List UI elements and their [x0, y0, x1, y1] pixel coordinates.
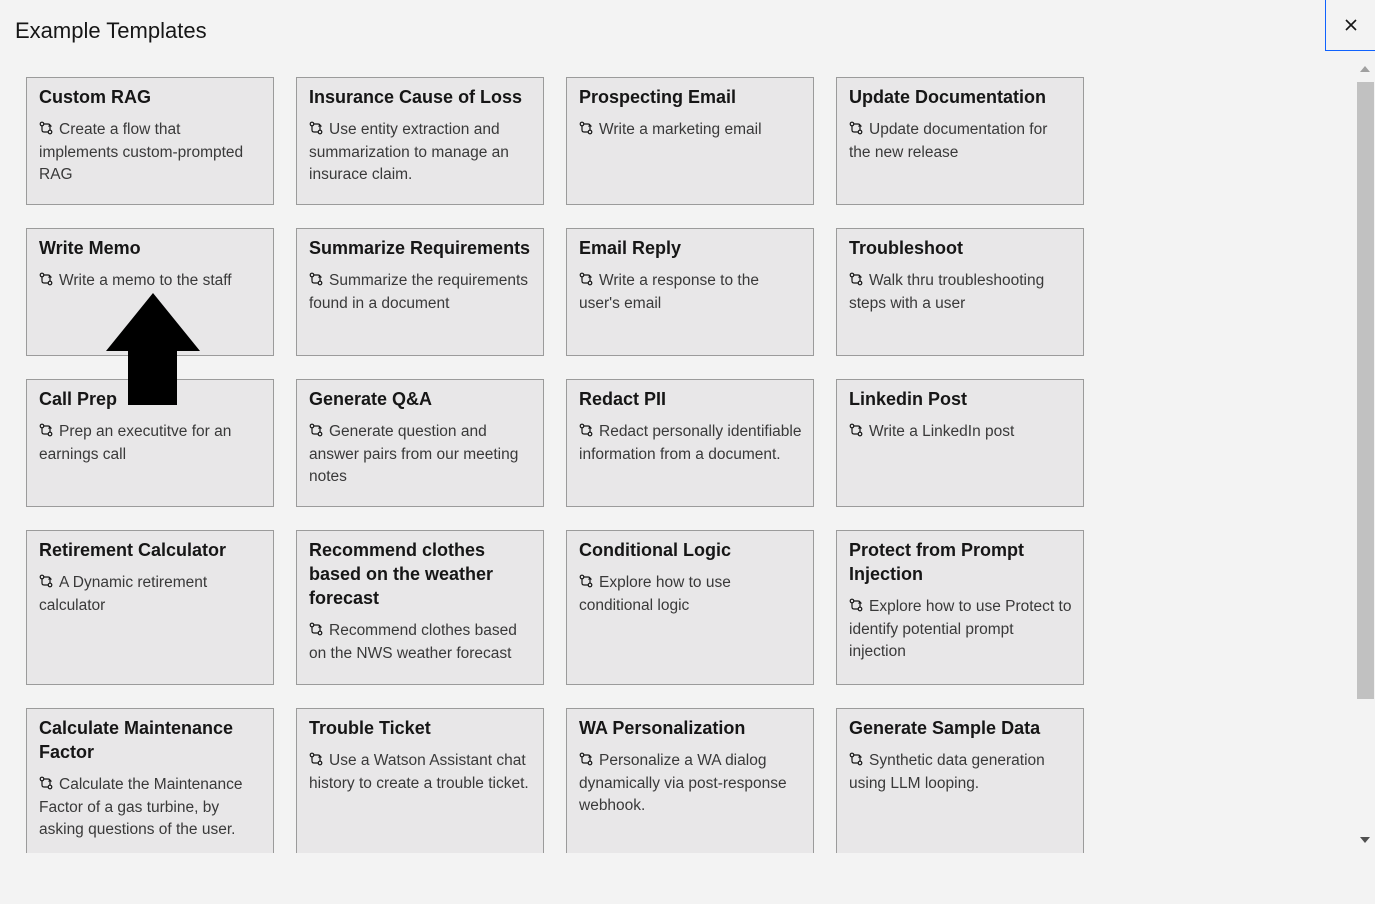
template-card-description-text: Personalize a WA dialog dynamically via post-response webhook.	[579, 752, 787, 814]
template-card-description-text: Write a LinkedIn post	[869, 423, 1015, 440]
flow-icon	[579, 752, 593, 766]
template-card-description-text: Redact personally identifiable information from a document.	[579, 423, 802, 463]
flow-icon	[39, 423, 53, 437]
template-card-description	[849, 596, 1072, 664]
template-card-description	[579, 572, 802, 617]
flow-icon	[849, 752, 863, 766]
template-card-title: Generate Sample Data	[849, 718, 1041, 738]
template-card-title: Recommend clothes based on the weather forecast	[309, 540, 494, 608]
template-card-16[interactable]	[26, 708, 274, 853]
template-card-title: Prospecting Email	[579, 87, 737, 107]
template-card-title: WA Personalization	[579, 718, 746, 738]
flow-icon	[309, 272, 323, 286]
template-card-description	[309, 620, 532, 665]
template-card-title: Update Documentation	[849, 87, 1047, 107]
template-card-description	[579, 421, 802, 466]
close-icon	[1344, 18, 1358, 32]
template-card-description-text: Create a flow that implements custom-prompted RAG	[39, 121, 244, 183]
template-card-description	[309, 119, 532, 187]
chevron-down-icon	[1360, 837, 1370, 843]
up-arrow-icon	[104, 291, 202, 407]
template-card-description-text: Explore how to use conditional logic	[579, 574, 731, 614]
vertical-scrollbar[interactable]	[1355, 60, 1375, 853]
flow-icon	[579, 272, 593, 286]
flow-icon	[39, 574, 53, 588]
template-card-description-text: Summarize the requirements found in a document	[309, 272, 528, 312]
template-card-7[interactable]	[836, 228, 1084, 356]
template-card-18[interactable]	[566, 708, 814, 853]
template-card-10[interactable]	[566, 379, 814, 507]
template-card-6[interactable]	[566, 228, 814, 356]
template-card-title: Generate Q&A	[309, 389, 433, 409]
templates-scroll-area	[0, 60, 1355, 853]
flow-icon	[849, 121, 863, 135]
template-card-title: Custom RAG	[39, 87, 151, 107]
flow-icon	[849, 598, 863, 612]
flow-icon	[579, 574, 593, 588]
template-card-5[interactable]	[296, 228, 544, 356]
flow-icon	[849, 272, 863, 286]
template-card-description	[39, 119, 262, 187]
template-card-description	[309, 750, 532, 795]
template-card-description-text: Generate question and answer pairs from our meeting notes	[309, 423, 519, 485]
flow-icon	[39, 272, 53, 286]
template-card-title: Calculate Maintenance Factor	[39, 718, 234, 762]
template-card-title: Insurance Cause of Loss	[309, 87, 523, 107]
template-card-description	[849, 421, 1072, 444]
template-card-description-text: Prep an executitve for an earnings call	[39, 423, 232, 463]
template-card-12[interactable]	[26, 530, 274, 685]
template-card-2[interactable]	[566, 77, 814, 205]
scroll-down-button[interactable]	[1355, 831, 1375, 849]
template-card-title: Write Memo	[39, 238, 141, 258]
template-card-description-text: Write a marketing email	[599, 121, 762, 138]
template-card-19[interactable]	[836, 708, 1084, 853]
chevron-up-icon	[1360, 66, 1370, 72]
template-card-description	[39, 774, 262, 842]
template-card-description	[309, 421, 532, 489]
template-card-13[interactable]	[296, 530, 544, 685]
template-card-title: Email Reply	[579, 238, 682, 258]
template-card-title: Summarize Requirements	[309, 238, 531, 258]
close-button[interactable]	[1325, 0, 1375, 51]
template-card-description	[39, 572, 262, 617]
template-card-1[interactable]	[296, 77, 544, 205]
flow-icon	[579, 121, 593, 135]
template-card-0[interactable]	[26, 77, 274, 205]
template-card-description-text: Use a Watson Assistant chat history to create a trouble ticket.	[309, 752, 529, 792]
flow-icon	[39, 121, 53, 135]
flow-icon	[309, 752, 323, 766]
template-card-description	[579, 270, 802, 315]
template-card-description	[849, 270, 1072, 315]
template-card-description	[849, 119, 1072, 164]
template-card-description	[309, 270, 532, 315]
flow-icon	[309, 121, 323, 135]
template-card-description-text: Update documentation for the new release	[849, 121, 1048, 161]
template-card-title: Retirement Calculator	[39, 540, 227, 560]
template-card-11[interactable]	[836, 379, 1084, 507]
template-card-description-text: Calculate the Maintenance Factor of a gas turbine, by asking questions of the user.	[39, 776, 243, 838]
template-card-17[interactable]	[296, 708, 544, 853]
flow-icon	[309, 622, 323, 636]
template-card-description	[579, 119, 802, 142]
flow-icon	[579, 423, 593, 437]
flow-icon	[849, 423, 863, 437]
template-card-9[interactable]	[296, 379, 544, 507]
template-card-title: Trouble Ticket	[309, 718, 431, 738]
scroll-up-button[interactable]	[1355, 60, 1375, 78]
flow-icon	[39, 776, 53, 790]
template-card-description-text: Write a response to the user's email	[579, 272, 759, 312]
template-card-description	[39, 421, 262, 466]
template-grid	[26, 77, 1084, 853]
template-card-15[interactable]	[836, 530, 1084, 685]
template-card-title: Redact PII	[579, 389, 667, 409]
template-card-title: Conditional Logic	[579, 540, 731, 560]
template-card-title: Call Prep	[39, 389, 118, 409]
template-card-title: Protect from Prompt Injection	[849, 540, 1025, 584]
template-card-description-text: Write a memo to the staff	[59, 272, 232, 289]
template-card-description-text: Explore how to use Protect to identify potential prompt injection	[849, 598, 1072, 660]
template-card-description	[849, 750, 1072, 795]
template-card-14[interactable]	[566, 530, 814, 685]
template-card-description-text: Walk thru troubleshooting steps with a user	[849, 272, 1045, 312]
template-card-description	[579, 750, 802, 818]
scroll-thumb[interactable]	[1357, 82, 1374, 699]
template-card-description-text: Use entity extraction and summarization to manage an insurace claim.	[309, 121, 509, 183]
flow-icon	[309, 423, 323, 437]
template-card-description	[39, 270, 262, 293]
template-card-title: Linkedin Post	[849, 389, 968, 409]
template-card-3[interactable]	[836, 77, 1084, 205]
template-card-title: Troubleshoot	[849, 238, 963, 258]
template-card-description-text: A Dynamic retirement calculator	[39, 574, 208, 614]
template-card-description-text: Recommend clothes based on the NWS weather forecast	[309, 622, 517, 662]
modal-title: Example Templates	[15, 18, 207, 43]
template-card-description-text: Synthetic data generation using LLM looping.	[849, 752, 1045, 792]
